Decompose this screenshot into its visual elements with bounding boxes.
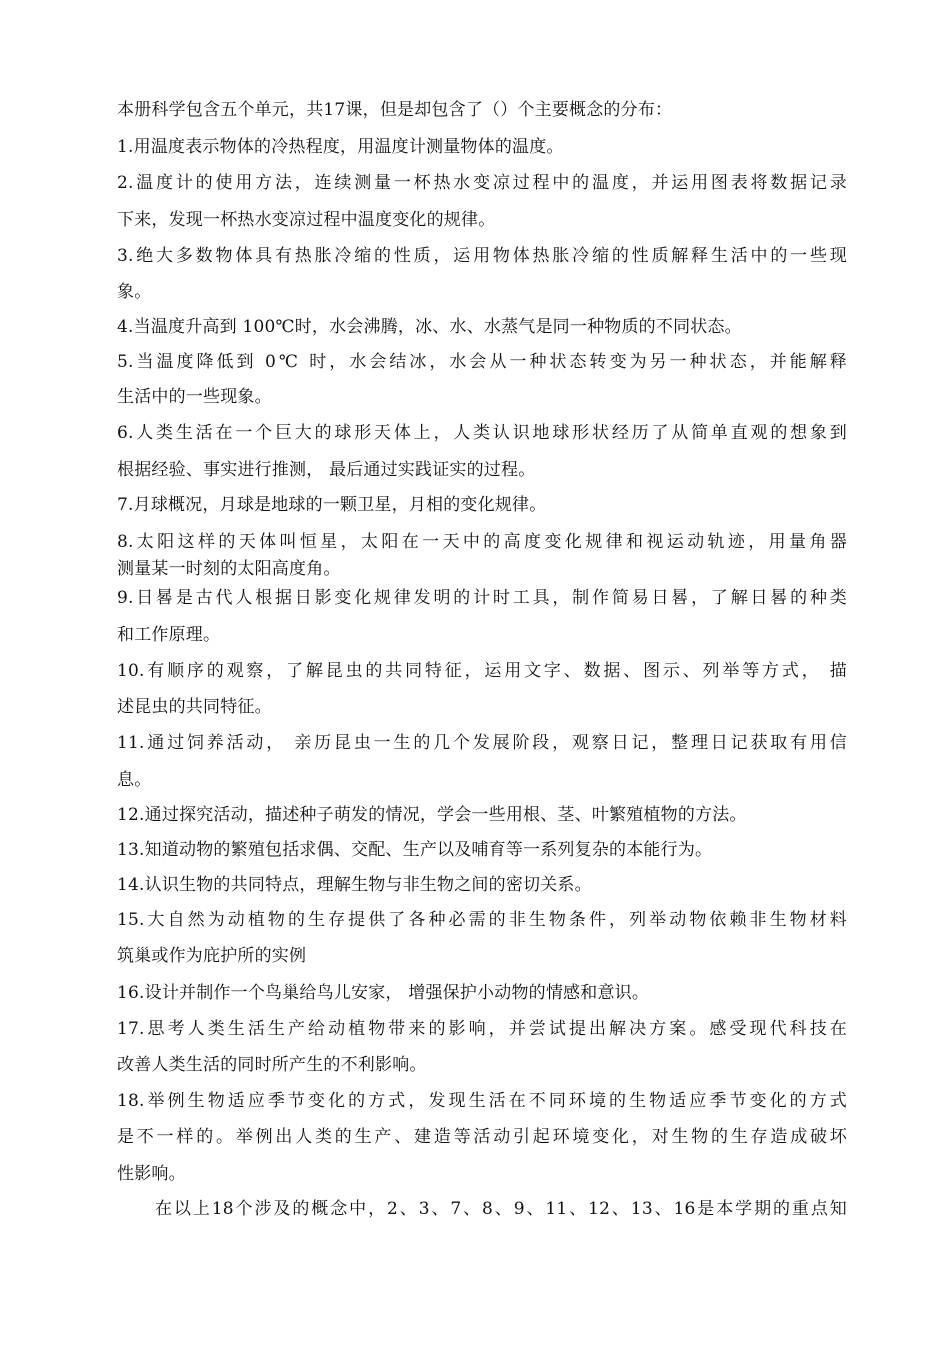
- concept-2-line-1: 2.温度计的使用方法，连续测量一杯热水变凉过程中的温度，并运用图表将数据记录: [117, 173, 847, 193]
- intro-line: 本册科学包含五个单元，共17课，但是却包含了（）个主要概念的分布：: [117, 100, 673, 120]
- concept-8-line-1: 8.太阳这样的天体叫恒星，太阳在一天中的高度变化规律和视运动轨迹，用量角器: [117, 532, 847, 552]
- concept-13-line: 13.知道动物的繁殖包括求偶、交配、生产以及哺育等一系列复杂的本能行为。: [117, 840, 713, 860]
- concept-10-line-2: 述昆虫的共同特征。: [117, 697, 272, 717]
- concept-12-line: 12.通过探究活动，描述种子萌发的情况，学会一些用根、茎、叶繁殖植物的方法。: [117, 805, 747, 825]
- concept-4-line: 4.当温度升高到 100℃时，水会沸腾，冰、水、水蒸气是同一种物质的不同状态。: [117, 317, 742, 337]
- concept-6-line-1: 6.人类生活在一个巨大的球形天体上，人类认识地球形状经历了从简单直观的想象到: [117, 423, 847, 443]
- summary-paragraph-line: 在以上18个涉及的概念中，2、3、7、8、9、11、12、13、16是本学期的重点知: [155, 1199, 847, 1219]
- concept-17-line-1: 17.思考人类生活生产给动植物带来的影响，并尝试提出解决方案。感受现代科技在: [117, 1019, 847, 1039]
- concept-1-line: 1.用温度表示物体的冷热程度，用温度计测量物体的温度。: [117, 137, 564, 157]
- concept-11-line-1: 11.通过饲养活动， 亲历昆虫一生的几个发展阶段，观察日记，整理日记获取有用信: [117, 733, 847, 753]
- concept-11-line-2: 息。: [117, 770, 152, 790]
- concept-16-line: 16.设计并制作一个鸟巢给鸟儿安家， 增强保护小动物的情感和意识。: [117, 983, 650, 1003]
- concept-2-line-2: 下来，发现一杯热水变凉过程中温度变化的规律。: [117, 210, 496, 230]
- concept-7-line: 7.月球概况，月球是地球的一颗卫星，月相的变化规律。: [117, 495, 547, 515]
- concept-10-line-1: 10.有顺序的观察，了解昆虫的共同特征，运用文字、数据、图示、列举等方式， 描: [117, 661, 847, 681]
- concept-8-line-2: 测量某一时刻的太阳高度角。: [117, 559, 341, 579]
- concept-15-line-1: 15.大自然为动植物的生存提供了各种必需的非生物条件，列举动物依赖非生物材料: [117, 910, 847, 930]
- concept-17-line-2: 改善人类生活的同时所产生的不利影响。: [117, 1055, 427, 1075]
- concept-18-line-3: 性影响。: [117, 1164, 186, 1184]
- concept-18-line-2: 是不一样的。举例出人类的生产、建造等活动引起环境变化，对生物的生存造成破坏: [117, 1127, 847, 1147]
- concept-9-line-1: 9.日晷是古代人根据日影变化规律发明的计时工具，制作简易日晷，了解日晷的种类: [117, 588, 847, 608]
- concept-3-line-1: 3.绝大多数物体具有热胀冷缩的性质，运用物体热胀冷缩的性质解释生活中的一些现: [117, 246, 847, 266]
- concept-14-line: 14.认识生物的共同特点，理解生物与非生物之间的密切关系。: [117, 875, 592, 895]
- concept-3-line-2: 象。: [117, 282, 152, 302]
- concept-18-line-1: 18.举例生物适应季节变化的方式，发现生活在不同环境的生物适应季节变化的方式: [117, 1091, 847, 1111]
- concept-6-line-2: 根据经验、事实进行推测， 最后通过实践证实的过程。: [117, 460, 536, 480]
- concept-5-line-2: 生活中的一些现象。: [117, 387, 272, 407]
- concept-15-line-2: 筑巢或作为庇护所的实例: [117, 946, 307, 966]
- concept-9-line-2: 和工作原理。: [117, 625, 221, 645]
- concept-5-line-1: 5.当温度降低到 0℃ 时，水会结冰，水会从一种状态转变为另一种状态，并能解释: [117, 352, 847, 372]
